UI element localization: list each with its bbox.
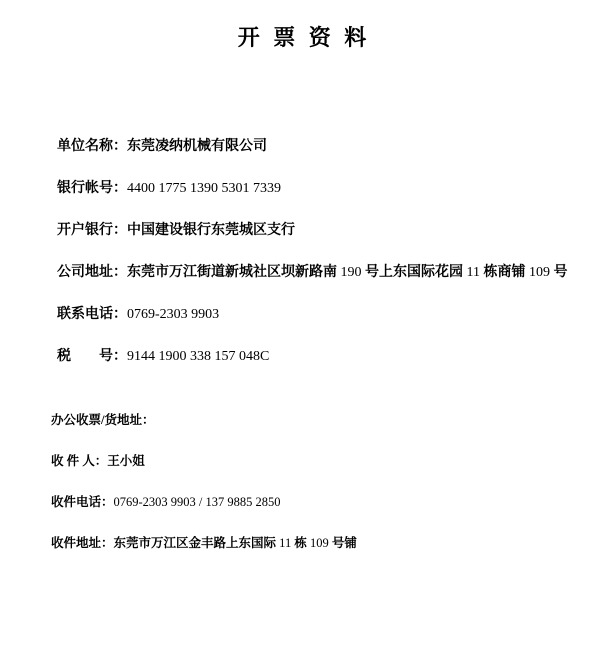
value-segment: 号 [553, 265, 568, 280]
office-delivery-address-label: 办公收票/货地址： [51, 413, 155, 427]
value-segment: 栋 [294, 536, 307, 550]
recipient-address-label: 收件地址： [51, 536, 114, 550]
value-segment: 11 [276, 536, 295, 550]
recipient-phone-value [114, 495, 281, 509]
recipient-address-value [114, 536, 357, 550]
contact-phone-label: 联系电话： [57, 307, 127, 322]
value-segment: 190 [337, 265, 365, 280]
value-segment: 109 [525, 265, 554, 280]
value-segment: 东莞凌纳机械有限公司 [127, 139, 267, 154]
row-bank-account [57, 182, 608, 196]
row-bank-name [57, 224, 608, 238]
bank-account-label: 银行帐号： [57, 181, 127, 196]
row-recipient-phone [51, 495, 608, 509]
tax-number-value [127, 349, 269, 364]
value-segment: 东莞市万江区金丰路上东国际 [113, 536, 277, 550]
value-segment: 9144 1900 338 157 048C [127, 349, 270, 364]
row-tax-number [57, 350, 608, 364]
bank-name-label: 开户银行： [57, 223, 127, 238]
billing-info-section [57, 140, 608, 364]
value-segment: 王小姐 [107, 454, 145, 468]
row-office-delivery-address [51, 413, 608, 427]
bank-account-value [127, 181, 281, 196]
value-segment: 0769-2303 9903 [127, 307, 220, 322]
row-recipient-name [51, 454, 608, 468]
value-segment: 东莞市万江街道新城社区坝新路南 [127, 265, 337, 280]
value-segment: 号铺 [331, 536, 357, 550]
company-address-label: 公司地址： [57, 265, 127, 280]
bank-name-value [127, 223, 295, 238]
page-title: 开 票 资 料 [237, 25, 371, 50]
value-segment: 号上东国际花园 [365, 265, 463, 280]
recipient-name-value [107, 454, 145, 468]
recipient-name-label: 收 件 人： [51, 454, 108, 468]
shipping-info-section [51, 413, 608, 550]
value-segment: 中国建设银行东莞城区支行 [127, 223, 295, 238]
tax-number-label: 税 号： [57, 349, 127, 364]
row-unit-name [57, 140, 608, 154]
value-segment: 11 [463, 265, 484, 280]
value-segment: 栋商铺 [483, 265, 526, 280]
recipient-phone-label: 收件电话： [51, 495, 114, 509]
company-address-value [127, 265, 567, 280]
unit-name-value [127, 139, 267, 154]
contact-phone-value [127, 307, 219, 322]
value-segment: 109 [306, 536, 332, 550]
value-segment: 4400 1775 1390 5301 7339 [127, 181, 281, 196]
row-company-address [57, 266, 608, 280]
row-contact-phone [57, 308, 608, 322]
row-recipient-address [51, 536, 608, 550]
unit-name-label: 单位名称： [57, 139, 127, 154]
value-segment: 0769-2303 9903 / 137 9885 2850 [113, 495, 281, 509]
